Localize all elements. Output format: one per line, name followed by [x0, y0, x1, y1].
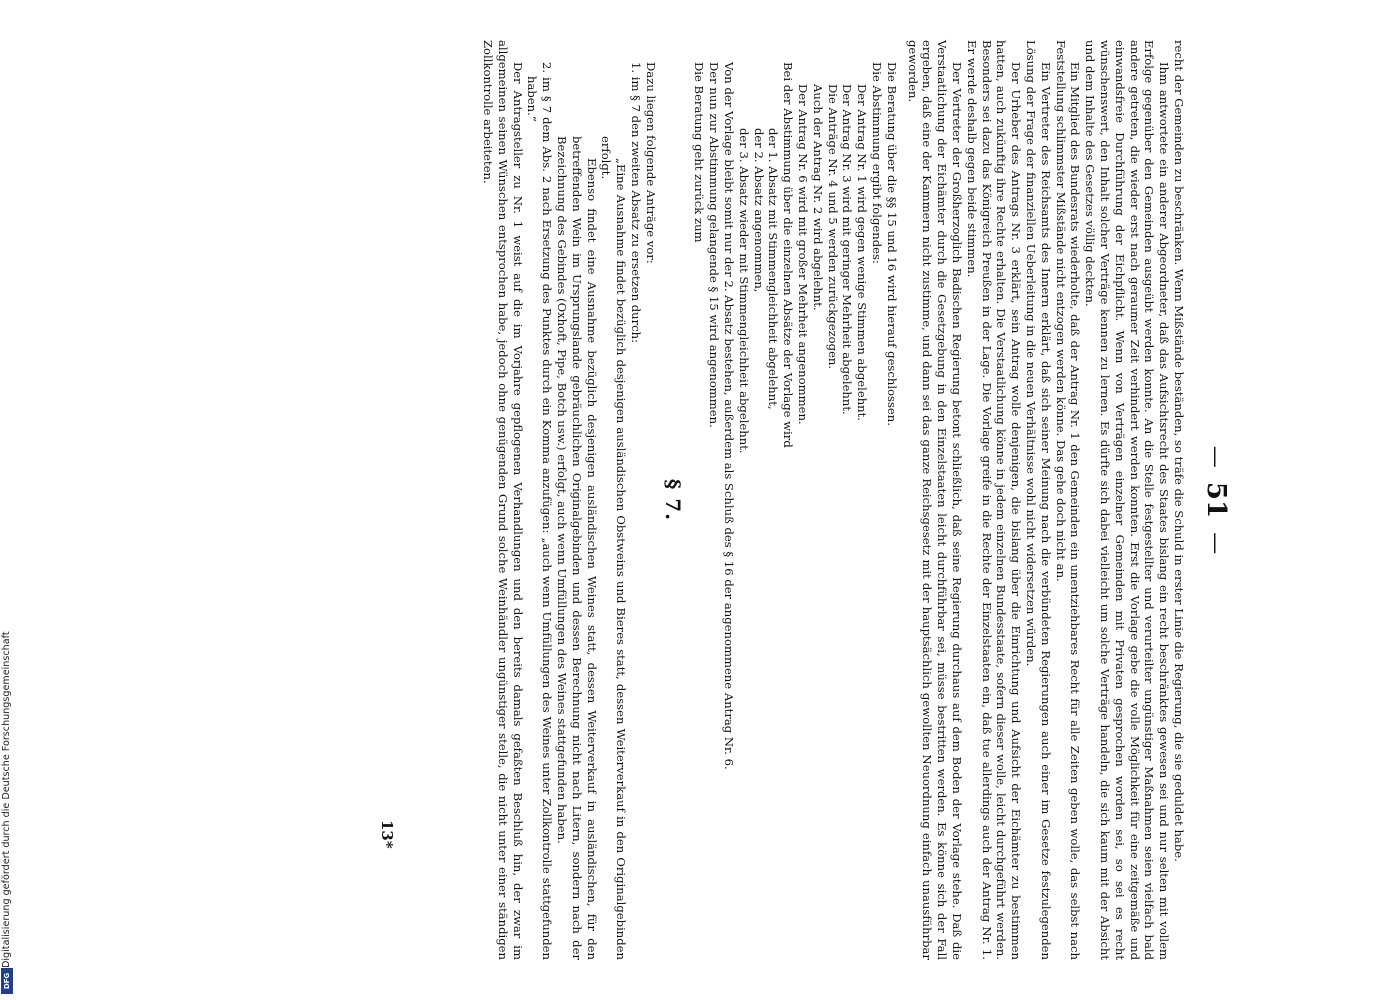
- digitization-credit: [0, 0, 14, 1000]
- vote-result: der 2. Absatz angenommen,: [751, 128, 766, 293]
- vote-result: Der Antrag Nr. 1 wird gegen wenige Stimmen abgelehnt.: [855, 84, 870, 421]
- vote-result: Auch der Antrag Nr. 2 wird abgelehnt.: [810, 84, 825, 311]
- quoted-text: Ebenso findet eine Ausnahme bezüglich desjenigen ausländischen Weines statt, dessen Weiterverkauf in ausländischen, für den betreffenden Wein im Ursprungslande gebräuchlichen Originalgebinden und dessen Berechnung nicht nach Litern, sondern nach der Bezeichnung des Gebindes (Oxhoft, Pipe, Botch usw.) erfolgt, auch wenn Umfüllungen des Weines stattgefunden haben.: [554, 136, 599, 960]
- vote-result: der 1. Absatz mit Stimmengleichheit abgelehnt,: [766, 128, 781, 410]
- paragraph: Der Antragsteller zu Nr. 1 weist auf die im Vorjahre gepflogenen Verhandlungen und den bereits damals gefaßten Beschluß hin, der zwar im allgemeinen seinen Wünschen entsprochen habe, jedoch ohne genügenden Grund solche Weinhändler ungünstiger stelle, die nicht unter einer ständigen Zollkontrolle arbeiteten.: [480, 40, 525, 960]
- motion-item: 2. im § 7 dem Abs. 2 nach Ersetzung des Punktes durch ein Komma anzufügen: „auch wenn Umfüllungen des Weines unter Zollkontrolle stattgefunden haben.“: [525, 62, 555, 960]
- paragraph: Der Urheber des Antrags Nr. 3 erklärt, sein Antrag wolle denjenigen, die bislang über die Einrichtung und Aufsicht der Eichämter zu bestimmen hatten, auch zukünftig ihre Rechte erhalten. Die Verstaatlichung könne in jedem einzelnen Bundesstaate, sofern dieser wolle, leicht durchgeführt werden. Besonders sei dazu das Königreich Preußen in der Lage. Die Vorlage greife in die Rechte der Einzelstaaten ein, daß tue allerdings auch der Antrag Nr. 1. Er werde deshalb gegen beide stimmen.: [964, 40, 1024, 960]
- paragraph: Die Beratung geht zurück zum: [692, 62, 707, 243]
- header-dash-right: —: [1203, 532, 1229, 555]
- paragraph: Der nun zur Abstimmung gelangende § 15 wird angenommen.: [707, 62, 722, 428]
- paragraph: Ihm antwortete ein anderer Abgeordneter, daß das Aufsichtsrecht des Staates bislang ein recht beschränktes gewesen sei und nur selten mit vollem Erfolge gegenüber den Gemeinden ausgeübt werden konnte. An die Stelle festgestellter und verurteilter ungünstiger Maßnahmen seien vielfach bald andere getreten, die wieder erst nach geraumer Zeit verhindert werden konnten. Erst die Vorlage gebe die volle Möglichkeit für eine zeitgemäße und einwandsfreie Durchführung der Eichpflicht. Wenn von Verträgen einzelner Gemeinden mit Privaten gesprochen worden sei, so sei es recht wünschenswert, den Inhalt solcher Verträge kennen zu lernen. Es dürfte sich dabei vielleicht um solche Verträge handeln, die sich kaum mit der Absicht und dem Inhalte des Gesetzes völlig deckten.: [1083, 40, 1172, 960]
- section-heading: § 7.: [660, 478, 685, 522]
- dfg-logo-text: DFG: [3, 972, 11, 990]
- page-header: [1196, 0, 1236, 1000]
- page-number: 51: [1201, 481, 1231, 519]
- vote-result: Der Antrag Nr. 3 wird mit geringer Mehrheit abgelehnt.: [840, 84, 855, 415]
- motion-item: 1. im § 7 den zweiten Absatz zu ersetzen durch:: [628, 62, 643, 344]
- rotated-book-page: [144, 0, 1244, 1000]
- paragraph: Die Beratung über die §§ 15 und 16 wird hierauf geschlossen.: [884, 62, 899, 426]
- credit-text: Digitalisierung gefördert durch die Deutsche Forschungsgemeinschaft: [1, 631, 12, 968]
- vote-result: Die Anträge Nr. 4 und 5 werden zurückgezogen.: [825, 84, 840, 370]
- printer-signature-mark: 13*: [378, 820, 396, 849]
- header-dash-left: —: [1203, 445, 1229, 468]
- paragraph: Ein Vertreter des Reichsamts des Innern erklärt, daß sich seiner Meinung nach die verbündeten Regierungen auch einer im Gesetze festzulegenden Lösung der Frage der finanziellen Ueberleitung in die neuen Verhältnisse wohl nicht widersetzen würden.: [1024, 40, 1053, 960]
- vote-result: Der Antrag Nr. 6 wird mit großer Mehrheit angenommen.: [796, 84, 811, 425]
- paragraph: Ein Mitglied des Bundesrats wiederholte, daß der Antrag Nr. 1 den Gemeinden ein unentziehbares Recht für alle Zeiten geben wolle, das selbst nach Feststellung schlimmster Mißstände nicht entzogen werden könne. Das gehe doch nicht an.: [1053, 40, 1083, 960]
- vote-result: der 3. Absatz wieder mit Stimmengleichheit abgelehnt.: [736, 128, 751, 454]
- paragraph: Dazu liegen folgende Anträge vor:: [643, 62, 658, 264]
- paragraph: Von der Vorlage bleibt somit nur der 2. Absatz bestehen, außerdem als Schluß des § 16 der angenommene Antrag Nr. 6.: [722, 62, 737, 770]
- dfg-logo-icon: [1, 968, 13, 994]
- paragraph: Der Vertreter der Großherzoglich Badischen Regierung betont schließlich, daß seine Regierung durchaus auf dem Boden der Vorlage stehe. Daß die Verstaatlichung der Eichämter durch die Gesetzgebung in den Einzelstaaten leicht durchführbar sei, müsse bestritten werden. Es könne sich der Fall ergeben, daß eine der Kammern nicht zustimme, und dann sei das ganze Reichsgesetz mit der hauptsächlich gewollten Neuordnung einfach unausführbar geworden.: [905, 40, 965, 960]
- quoted-text: „Eine Ausnahme findet bezüglich desjenigen ausländischen Obstweins und Bieres statt, dessen Weiterverkauf in den Originalgebinden erfolgt.: [599, 136, 629, 960]
- paragraph: Bei der Abstimmung über die einzelnen Absätze der Vorlage wird: [781, 62, 796, 448]
- paragraph: Die Abstimmung ergibt folgendes:: [870, 62, 885, 264]
- page-body: [480, 40, 1186, 960]
- paragraph: recht der Gemeinden zu beschränken. Wenn Mißstände beständen, so träfe die Schuld in erster Linie die Regierung, die sie geduldet habe.: [1172, 40, 1186, 862]
